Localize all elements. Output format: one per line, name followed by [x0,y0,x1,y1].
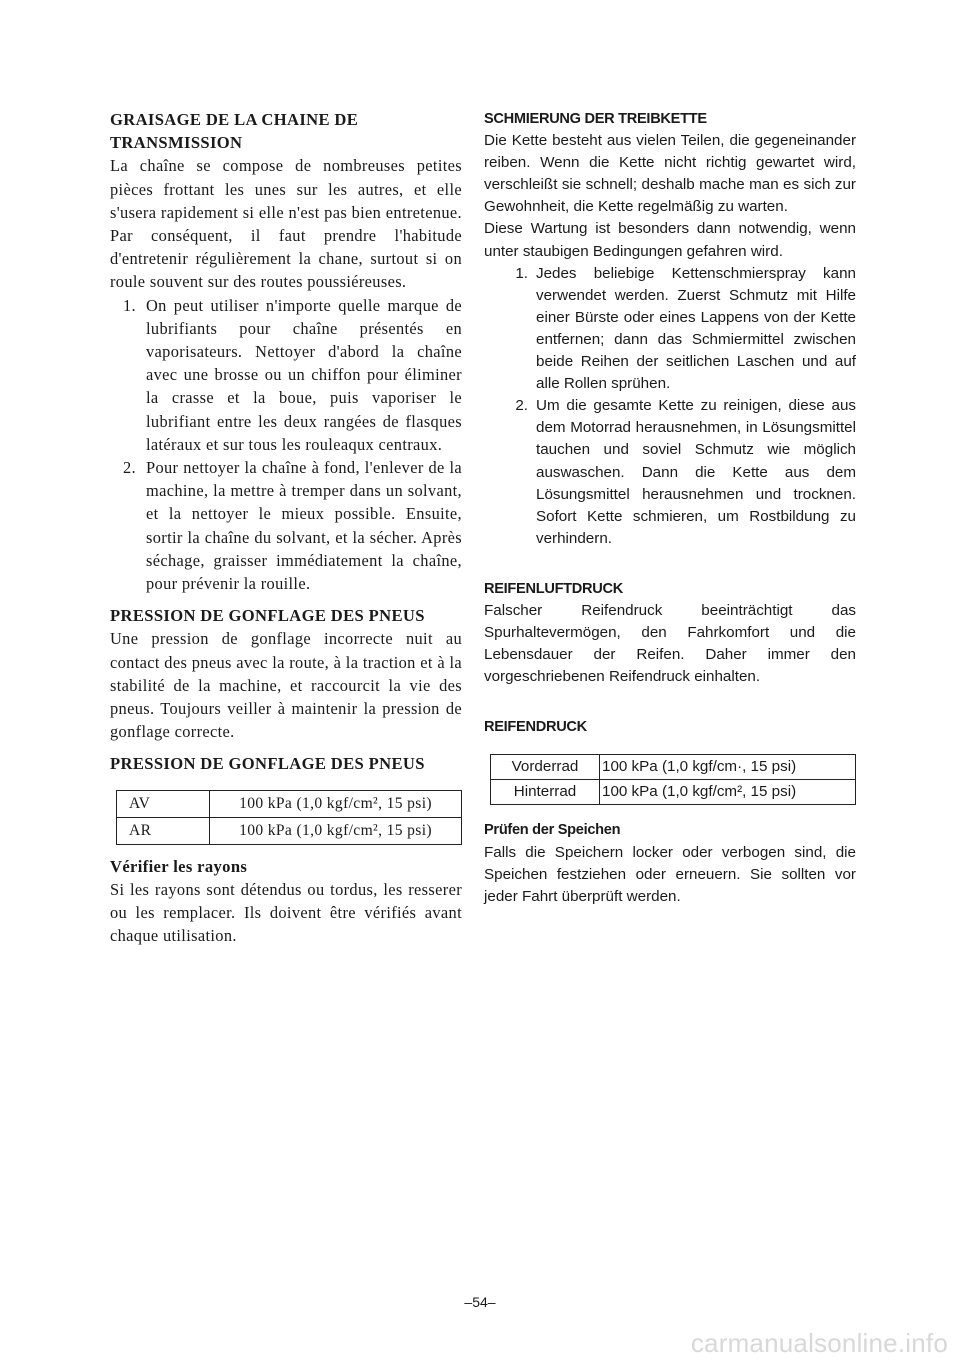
spokes-text-fr: Si les rayons sont détendus ou tordus, les resserer ou les remplacer. Ils doivent être vérifiés avant chaque utilisation. [110,879,462,946]
tire-pressure-table-fr [116,790,462,845]
tire-pressure-text-fr: Une pression de gonflage incorrecte nuit au contact des pneus avec la route, à la traction et à la stabilité de la machine, et raccourcit la vie des pneus. Toujours veiller à maintenir la pression de gonflage correcte. [110,629,462,742]
tire-pressure-table-title-de: REIFENDRUCK [484,719,587,736]
step-text: Jedes beliebige Kettenschmierspray kann verwendet werden. Zuerst Schmutz mit Hilfe einer Bürste oder eines Lappens von der Kette entfernen; dann das Schmiermittel zwischen beide Reihen der seitlichen Laschen und auf alle Rollen sprühen. [536,264,856,393]
chain-steps-fr [110,294,462,596]
tire-pressure-heading-fr: PRESSION DE GONFLAGE DES PNEUS [110,606,425,626]
table-cell-label: Vorderrad [491,755,600,780]
chain-intro-de: Die Kette besteht aus vielen Teilen, die gegeneinander reiben. Wenn die Kette nicht richtig gewartet wird, verschleißt sie schnell; deshalb mache man es sich zur Gewohnheit, die Kette regelmäßig zu warten. [484,132,856,216]
table-cell-label: AV [117,790,210,817]
tire-pressure-table-title-fr: PRESSION DE GONFLAGE DES PNEUS [110,754,425,774]
table-cell-value: 100 kPa (1,0 kgf/cm·, 15 psi) [600,755,856,780]
chain-lubrication-heading-de: SCHMIERUNG DER TREIBKETTE [484,111,707,127]
spokes-heading-de: Prüfen der Speichen [484,822,621,839]
watermark: carmanualsonline.info [690,1328,948,1358]
tire-pressure-heading-de: REIFENLUFTDRUCK [484,580,623,597]
spokes-text-de: Falls die Speichern locker oder verbogen sind, die Speichen festziehen oder erneuern. Sie sollten vor jeder Fahrt überprüft werden. [484,843,856,905]
chain-intro2-de: Diese Wartung ist besonders dann notwendig, wenn unter staubigen Bedingungen gefahren wird. [484,220,856,260]
table-row [491,780,856,805]
list-item [110,456,462,595]
step-number: 2. [515,397,528,415]
table-row [491,755,856,780]
step-number: 2. [123,458,136,478]
chain-intro-fr: La chaîne se compose de nombreuses petites pièces frottant les unes sur les autres, et elle s'usera rapidement si elle n'est pas bien entretenue. Par conséquent, il faut prendre l'habitude d'entretenir régulièrement la chane, surtout si on roule souvent sur des routes poussiéreuses. [110,156,462,292]
table-cell-value: 100 kPa (1,0 kgf/cm², 15 psi) [210,817,462,844]
tire-pressure-table-de [490,754,856,805]
step-text: Um die gesamte Kette zu reinigen, diese aus dem Motorrad herausnehmen, in Lösungsmittel tauchen und soviel Schmutz wie möglich auswaschen. Dann die Kette aus dem Lösungsmittel herausnehmen und trocknen. Sofort Kette schmieren, um Rostbildung zu verhindern. [536,397,856,547]
step-text: On peut utiliser n'importe quelle marque de lubrifiants pour chaîne présentés en vaporisateurs. Nettoyer d'abord la chaîne avec une brosse ou un chiffon pour éliminer la crasse et la boue, puis vaporiser le lubrifiant entre les deux rangées de flasques latéraux et sur tous les rouleaqux centraux. [146,295,462,454]
step-number: 1. [123,295,136,315]
page-number: –54– [464,1294,496,1310]
list-item [110,294,462,456]
french-column [110,108,462,948]
table-cell-label: AR [117,817,210,844]
chain-lubrication-heading-fr: GRAISAGE DE LA CHAINE DE TRANSMISSION [110,110,359,153]
table-cell-label: Hinterrad [491,780,600,805]
step-text: Pour nettoyer la chaîne à fond, l'enlever de la machine, la mettre à tremper dans un solvant, et la nettoyer le mieux possible. Ensuite, sortir la chaîne du solvant, et la sécher. Après séchage, graisser immédiatement la chaîne, pour prévenir la rouille. [146,458,462,594]
list-item [484,263,856,396]
table-row [117,817,462,844]
chain-steps-de [484,263,856,550]
tire-pressure-text-de: Falscher Reifendruck beeinträchtigt das Spurhaltevermögen, den Fahrkomfort und die Lebensdauer der Reifen. Daher immer den vorgeschriebenen Reifendruck einhalten. [484,601,856,686]
table-row [117,790,462,817]
spokes-heading-fr: Vérifier les rayons [110,856,248,876]
list-item [484,395,856,550]
step-number: 1. [515,264,528,282]
table-cell-value: 100 kPa (1,0 kgf/cm², 15 psi) [600,780,856,805]
german-column [484,108,856,908]
table-cell-value: 100 kPa (1,0 kgf/cm², 15 psi) [210,790,462,817]
